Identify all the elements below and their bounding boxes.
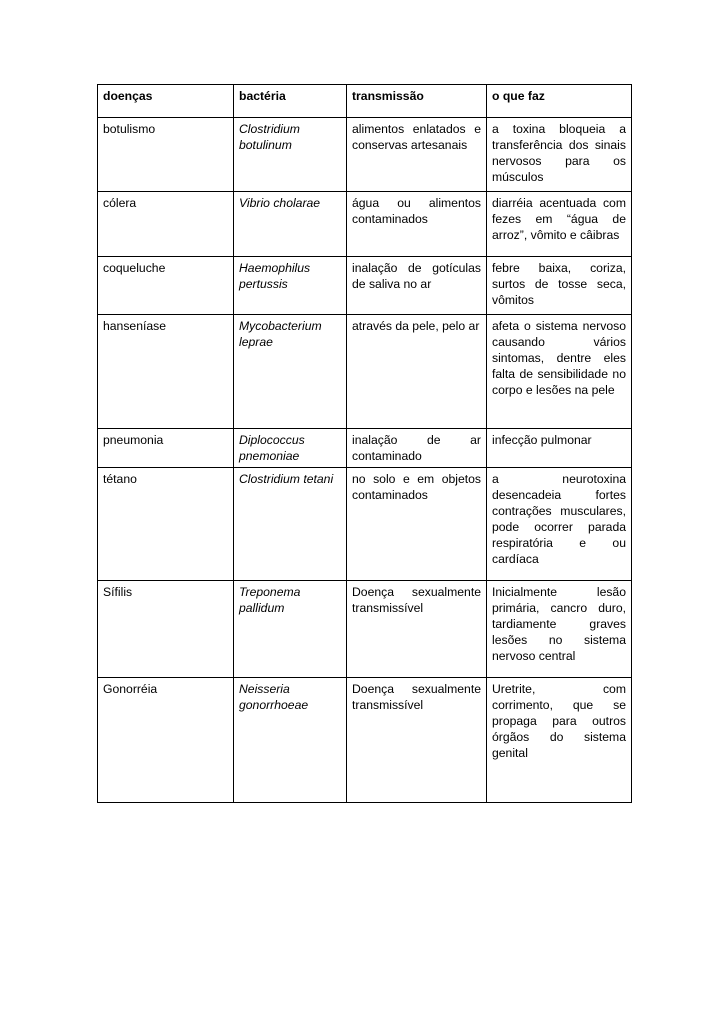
effect-cell: febre baixa, coriza, surtos de tosse seca, vômitos bbox=[487, 257, 632, 315]
effect-cell: infecção pulmonar bbox=[487, 429, 632, 468]
header-disease: doenças bbox=[98, 85, 234, 118]
table-row bbox=[98, 118, 632, 192]
transmission-cell: água ou alimentos contaminados bbox=[347, 192, 487, 257]
table-row bbox=[98, 429, 632, 468]
bacteria-cell: Neisseria gonorrhoeae bbox=[234, 678, 347, 803]
effect-cell: Uretrite, com corrimento, que se propaga para outros órgãos do sistema genital bbox=[487, 678, 632, 803]
diseases-table bbox=[97, 84, 632, 803]
transmission-cell: através da pele, pelo ar bbox=[347, 315, 487, 429]
table-row bbox=[98, 678, 632, 803]
disease-cell: cólera bbox=[98, 192, 234, 257]
effect-cell: a neurotoxina desencadeia fortes contrações musculares, pode ocorrer parada respiratória e ou cardíaca bbox=[487, 468, 632, 581]
table-row bbox=[98, 468, 632, 581]
table-row bbox=[98, 192, 632, 257]
transmission-cell: Doença sexualmente transmissível bbox=[347, 581, 487, 678]
table-row bbox=[98, 257, 632, 315]
transmission-cell: alimentos enlatados e conservas artesanais bbox=[347, 118, 487, 192]
disease-cell: hanseníase bbox=[98, 315, 234, 429]
effect-cell: Inicialmente lesão primária, cancro duro, tardiamente graves lesões no sistema nervoso central bbox=[487, 581, 632, 678]
disease-cell: coqueluche bbox=[98, 257, 234, 315]
disease-cell: pneumonia bbox=[98, 429, 234, 468]
effect-cell: diarréia acentuada com fezes em “água de arroz”, vômito e câibras bbox=[487, 192, 632, 257]
effect-cell: a toxina bloqueia a transferência dos sinais nervosos para os músculos bbox=[487, 118, 632, 192]
disease-cell: Sífilis bbox=[98, 581, 234, 678]
bacteria-cell: Clostridium tetani bbox=[234, 468, 347, 581]
header-effect: o que faz bbox=[487, 85, 632, 118]
disease-cell: tétano bbox=[98, 468, 234, 581]
bacteria-cell: Vibrio cholarae bbox=[234, 192, 347, 257]
table-row bbox=[98, 315, 632, 429]
table-row bbox=[98, 581, 632, 678]
header-bacteria: bactéria bbox=[234, 85, 347, 118]
table-header-row bbox=[98, 85, 632, 118]
transmission-cell: inalação de ar contaminado bbox=[347, 429, 487, 468]
bacteria-cell: Treponema pallidum bbox=[234, 581, 347, 678]
header-transmission: transmissão bbox=[347, 85, 487, 118]
bacteria-cell: Mycobacterium leprae bbox=[234, 315, 347, 429]
bacteria-cell: Clostridium botulinum bbox=[234, 118, 347, 192]
disease-cell: botulismo bbox=[98, 118, 234, 192]
transmission-cell: inalação de gotículas de saliva no ar bbox=[347, 257, 487, 315]
bacteria-cell: Haemophilus pertussis bbox=[234, 257, 347, 315]
effect-cell: afeta o sistema nervoso causando vários sintomas, dentre eles falta de sensibilidade no corpo e lesões na pele bbox=[487, 315, 632, 429]
transmission-cell: Doença sexualmente transmissível bbox=[347, 678, 487, 803]
bacteria-cell: Diplococcus pnemoniae bbox=[234, 429, 347, 468]
transmission-cell: no solo e em objetos contaminados bbox=[347, 468, 487, 581]
disease-cell: Gonorréia bbox=[98, 678, 234, 803]
